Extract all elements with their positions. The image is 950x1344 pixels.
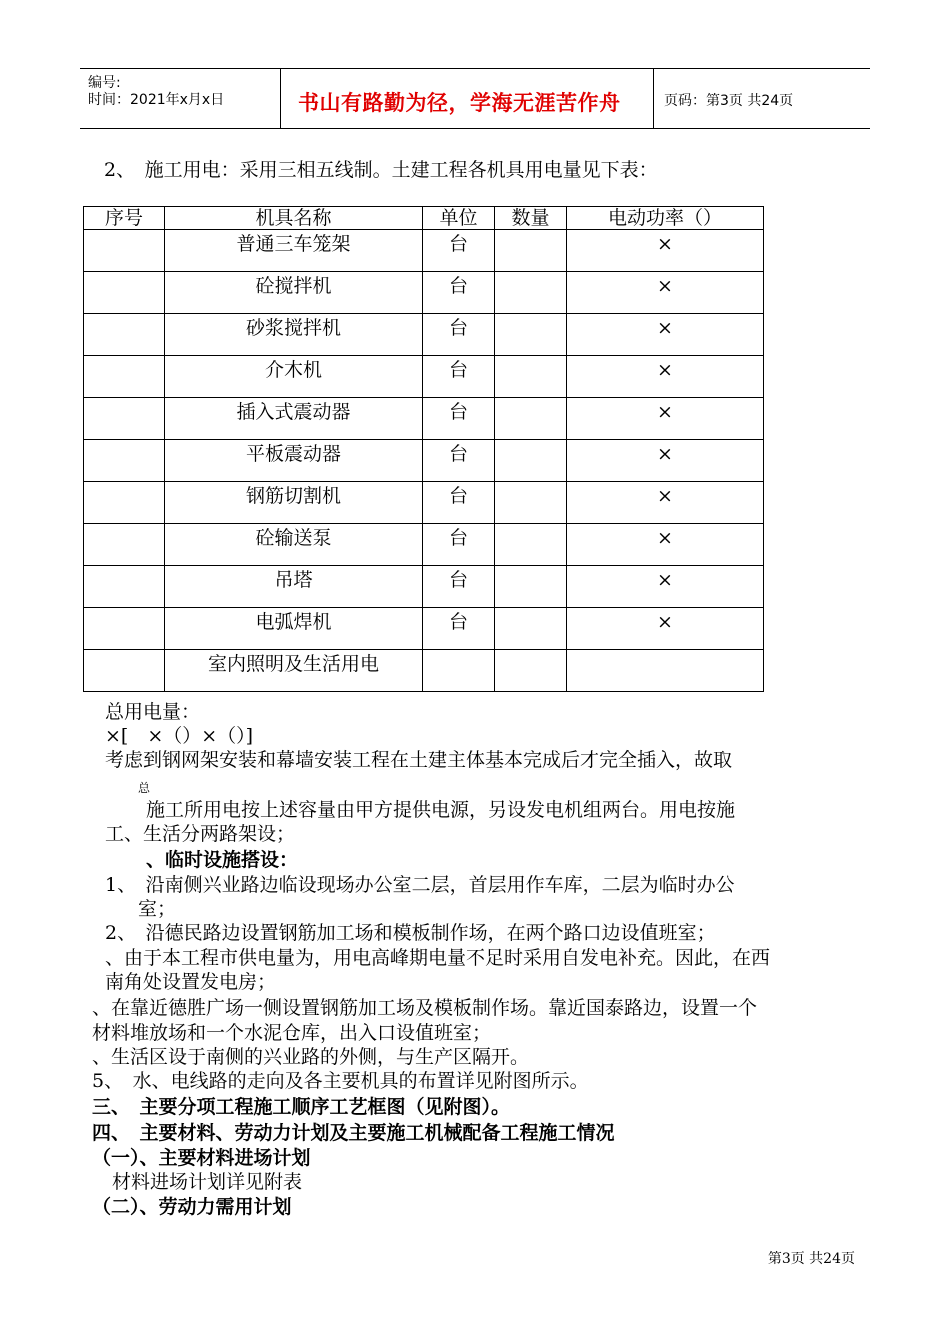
row-equipment-name: 平板震动器: [165, 440, 423, 482]
row-index-cell: [84, 566, 165, 608]
row-power: [567, 650, 764, 692]
table-row: [84, 356, 764, 398]
row-quantity: [495, 356, 567, 398]
total-power-label: 总用电量：: [105, 701, 201, 723]
row-quantity: [495, 230, 567, 272]
row-index-cell: [84, 230, 165, 272]
row-unit: 台: [423, 566, 495, 608]
facility-item-6: 5、 水、电线路的走向及各主要机具的布置详见附图所示。: [92, 1070, 589, 1092]
header-divider-right: [653, 68, 654, 128]
row-unit: 台: [423, 482, 495, 524]
row-unit: 台: [423, 356, 495, 398]
row-power: ×: [567, 440, 764, 482]
document-date: 时间：2021年x月x日: [88, 92, 225, 108]
facility-item-3-line1: 、由于本工程市供电量为，用电高峰期电量不足时采用自发电补充。因此，在西: [105, 947, 771, 969]
row-unit: 台: [423, 230, 495, 272]
table-row: [84, 230, 764, 272]
row-equipment-name: 吊塔: [165, 566, 423, 608]
row-equipment-name: 钢筋切割机: [165, 482, 423, 524]
row-index-cell: [84, 608, 165, 650]
row-quantity: [495, 650, 567, 692]
table-row: [84, 566, 764, 608]
header-divider-left: [280, 68, 281, 128]
header-bottom-rule: [80, 128, 870, 129]
consider-paragraph: 考虑到钢网架安装和幕墙安装工程在土建主体基本完成后才完全插入，故取: [105, 749, 733, 771]
row-quantity: [495, 482, 567, 524]
row-power: ×: [567, 356, 764, 398]
row-unit: 台: [423, 608, 495, 650]
supply-paragraph-line2: 工、生活分两路架设；: [105, 823, 296, 845]
header-motto: 书山有路勤为径，学海无涯苦作舟: [298, 91, 621, 115]
subscript-total: 总: [138, 781, 151, 795]
row-unit: 台: [423, 314, 495, 356]
row-unit: [423, 650, 495, 692]
row-index-cell: [84, 482, 165, 524]
header-index: 序号: [84, 207, 165, 230]
row-equipment-name: 砼输送泵: [165, 524, 423, 566]
document-code-label: 编号:: [88, 75, 121, 91]
row-equipment-name: 插入式震动器: [165, 398, 423, 440]
supply-paragraph-line1: 施工所用电按上述容量由甲方提供电源，另设发电机组两台。用电按施: [146, 799, 736, 821]
row-equipment-name: 砼搅拌机: [165, 272, 423, 314]
row-equipment-name: 介木机: [165, 356, 423, 398]
header-unit: 单位: [423, 207, 495, 230]
temporary-facilities-heading: 、临时设施搭设：: [146, 849, 299, 871]
facility-item-5: 、生活区设于南侧的兴业路的外侧，与生产区隔开。: [92, 1046, 530, 1068]
table-row: [84, 608, 764, 650]
row-unit: 台: [423, 524, 495, 566]
row-power: ×: [567, 566, 764, 608]
section-4-heading: 四、 主要材料、劳动力计划及主要施工机械配备工程施工情况: [92, 1122, 615, 1144]
page-footer: 第3页 共24页: [767, 1251, 855, 1267]
row-quantity: [495, 608, 567, 650]
row-index-cell: [84, 314, 165, 356]
table-row: [84, 398, 764, 440]
header-quantity: 数量: [495, 207, 567, 230]
subsection-1-text: 材料进场计划详见附表: [112, 1171, 303, 1193]
row-index-cell: [84, 356, 165, 398]
table-row: [84, 440, 764, 482]
facility-item-1-line1: 1、 沿南侧兴业路边临设现场办公室二层，首层用作车库，二层为临时办公: [105, 874, 735, 896]
row-unit: 台: [423, 272, 495, 314]
row-unit: 台: [423, 440, 495, 482]
row-unit: 台: [423, 398, 495, 440]
table-header-row: [84, 207, 764, 230]
table-row: [84, 482, 764, 524]
subsection-2-heading: （二）、劳动力需用计划: [92, 1196, 292, 1218]
row-power: ×: [567, 314, 764, 356]
subsection-1-heading: （一）、主要材料进场计划: [92, 1147, 311, 1169]
row-equipment-name: 普通三车笼架: [165, 230, 423, 272]
row-quantity: [495, 314, 567, 356]
row-quantity: [495, 398, 567, 440]
header-equipment-name: 机具名称: [165, 207, 423, 230]
facility-item-4-line1: 、在靠近德胜广场一侧设置钢筋加工场及模板制作场。靠近国泰路边，设置一个: [92, 997, 758, 1019]
table-row: [84, 524, 764, 566]
facility-item-2: 2、 沿德民路边设置钢筋加工场和模板制作场，在两个路口边设值班室；: [105, 922, 716, 944]
facility-item-4-line2: 材料堆放场和一个水泥仓库，出入口设值班室；: [92, 1022, 492, 1044]
header-page-number: 页码：第3页 共24页: [664, 93, 794, 109]
row-quantity: [495, 440, 567, 482]
section-3-heading: 三、 主要分项工程施工顺序工艺框图（见附图）。: [92, 1096, 511, 1118]
power-intro: 2、 施工用电：采用三相五线制。土建工程各机具用电量见下表：: [104, 159, 658, 181]
equipment-power-table: [83, 206, 764, 692]
facility-item-1-line2: 室；: [138, 898, 177, 920]
total-power-formula: ×[ ×（）×（）]: [105, 725, 254, 747]
row-power: ×: [567, 482, 764, 524]
row-quantity: [495, 566, 567, 608]
facility-item-3-line2: 南角处设置发电房；: [105, 971, 277, 993]
table-row: [84, 314, 764, 356]
row-equipment-name: 砂浆搅拌机: [165, 314, 423, 356]
row-power: ×: [567, 230, 764, 272]
row-equipment-name: 电弧焊机: [165, 608, 423, 650]
table-row: [84, 272, 764, 314]
row-quantity: [495, 524, 567, 566]
row-power: ×: [567, 608, 764, 650]
row-power: ×: [567, 398, 764, 440]
row-index-cell: [84, 272, 165, 314]
row-power: ×: [567, 272, 764, 314]
row-power: ×: [567, 524, 764, 566]
table-row: [84, 650, 764, 692]
row-index-cell: [84, 650, 165, 692]
row-index-cell: [84, 398, 165, 440]
row-index-cell: [84, 524, 165, 566]
row-quantity: [495, 272, 567, 314]
header-top-rule: [80, 68, 870, 69]
header-power: 电动功率（）: [567, 207, 764, 230]
row-index-cell: [84, 440, 165, 482]
row-equipment-name: 室内照明及生活用电: [165, 650, 423, 692]
